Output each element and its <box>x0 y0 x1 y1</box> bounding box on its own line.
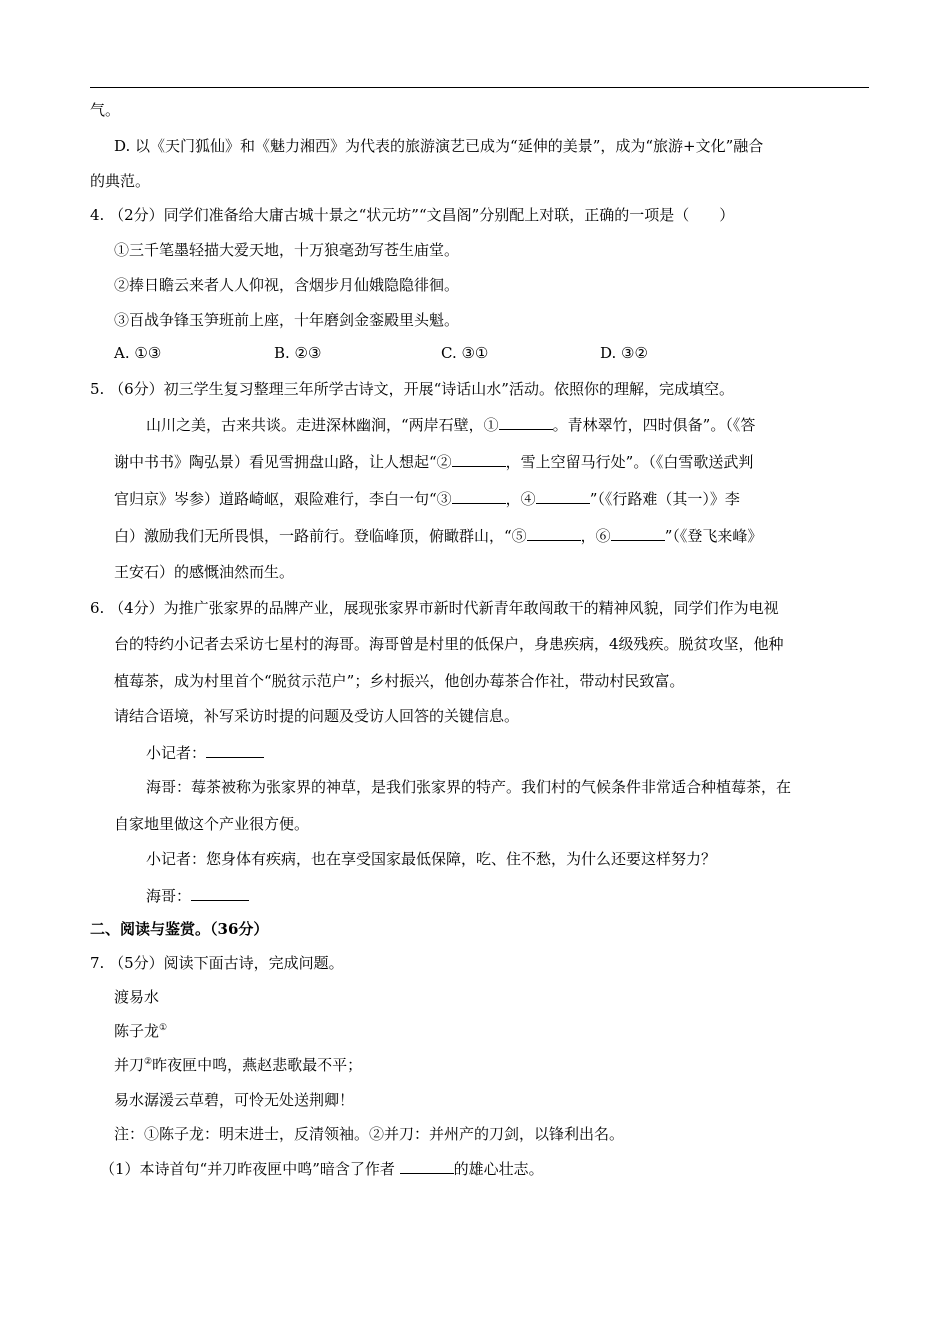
blank-6[interactable] <box>611 525 665 541</box>
q5-stem: 5. （6分）初三学生复习整理三年所学古诗文，开展“诗话山水”活动。依照你的理解，完成填空。 <box>90 380 734 398</box>
q7-stem: 7. （5分）阅读下面古诗，完成问题。 <box>90 954 344 972</box>
blank-4[interactable] <box>536 488 590 504</box>
q6-line4: 请结合语境，补写采访时提的问题及受访人回答的关键信息。 <box>114 707 520 725</box>
section-2-title: 二、阅读与鉴赏。（36分） <box>90 920 269 938</box>
q6-brother-1b: 自家地里做这个产业很方便。 <box>114 815 310 833</box>
poem-author: 陈子龙① <box>114 1022 168 1040</box>
q5-para-line4: 白）激励我们无所畏惧，一路前行。登临峰顶，俯瞰群山，“⑤ ，⑥ ”（《登飞来峰》 <box>114 527 763 545</box>
q7-sub-1: （1）本诗首句“并刀昨夜匣中鸣”暗含了作者 的雄心壮志。 <box>100 1160 544 1178</box>
poem-line-2: 易水潺湲云草碧，可怜无处送荆卿！ <box>114 1091 355 1109</box>
blank-2[interactable] <box>452 451 506 467</box>
q6-line3: 植莓茶，成为村里首个“脱贫示范户”；乡村振兴，他创办莓茶合作社，带动村民致富。 <box>114 672 685 690</box>
q4-option-c: C. ③① <box>441 344 489 362</box>
option-d-line2: 的典范。 <box>90 172 151 190</box>
continuation-line: 气。 <box>90 101 121 119</box>
q6-brother-1a: 海哥：莓茶被称为张家界的神草，是我们张家界的特产。我们村的气候条件非常适合种植莓茶，在 <box>146 778 792 796</box>
q6-line1: 6. （4分）为推广张家界的品牌产业，展现张家界市新时代新青年敢闯敢干的精神风貌，同学们作为电视 <box>90 599 779 617</box>
q6-reporter-1: 小记者： <box>146 742 264 763</box>
blank-brother[interactable] <box>191 885 249 901</box>
q6-reporter-2: 小记者：您身体有疾病，也在享受国家最低保障，吃、住不愁，为什么还要这样努力？ <box>146 850 717 868</box>
blank-5[interactable] <box>527 525 581 541</box>
q5-para-line2: 谢中书书》陶弘景）看见雪拥盘山路，让人想起“② ，雪上空留马行处”。（《白雪歌送武判 <box>114 453 754 471</box>
blank-3[interactable] <box>452 488 506 504</box>
blank-1[interactable] <box>499 414 553 430</box>
q5-para-line5: 王安石）的感慨油然而生。 <box>114 563 295 581</box>
q4-option-d: D. ③② <box>600 344 648 362</box>
poem-line-1: 并刀②昨夜匣中鸣，燕赵悲歌最不平； <box>114 1056 363 1074</box>
poem-notes: 注：①陈子龙：明末进士，反清领袖。②并刀：并州产的刀剑，以锋利出名。 <box>114 1125 625 1143</box>
q4-item-2: ②捧日瞻云来者人人仰视，含烟步月仙娥隐隐徘徊。 <box>114 276 460 294</box>
q4-option-b: B. ②③ <box>274 344 322 362</box>
q4-option-a: A. ①③ <box>114 344 162 362</box>
blank-q7-1[interactable] <box>400 1158 454 1174</box>
q6-brother-2: 海哥： <box>146 885 249 906</box>
q4-item-1: ①三千笔墨轻描大爱天地，十万狼毫劲写苍生庙堂。 <box>114 241 460 259</box>
poem-title: 渡易水 <box>114 988 160 1006</box>
header-rule <box>90 87 869 88</box>
q4-item-3: ③百战争锋玉笋班前上座，十年磨剑金銮殿里头魁。 <box>114 311 460 329</box>
blank-reporter[interactable] <box>206 742 264 758</box>
option-d-line1: D. 以《天门狐仙》和《魅力湘西》为代表的旅游演艺已成为“延伸的美景”，成为“旅游+文化”融合 <box>114 137 764 155</box>
q6-line2: 台的特约小记者去采访七星村的海哥。海哥曾是村里的低保户，身患疾病，4级残疾。脱贫攻坚，他种 <box>114 635 784 653</box>
q5-para-line1: 山川之美，古来共谈。走进深林幽涧，“两岸石壁，① 。青林翠竹，四时俱备”。（《答 <box>146 416 756 434</box>
q4-stem: 4. （2分）同学们准备给大庸古城十景之“状元坊”“文昌阁”分别配上对联，正确的一项是（ ） <box>90 206 735 224</box>
q5-para-line3: 官归京》岑参）道路崎岖，艰险难行，李白一句“③ ，④ ”（《行路难（其一）》李 <box>114 490 740 508</box>
